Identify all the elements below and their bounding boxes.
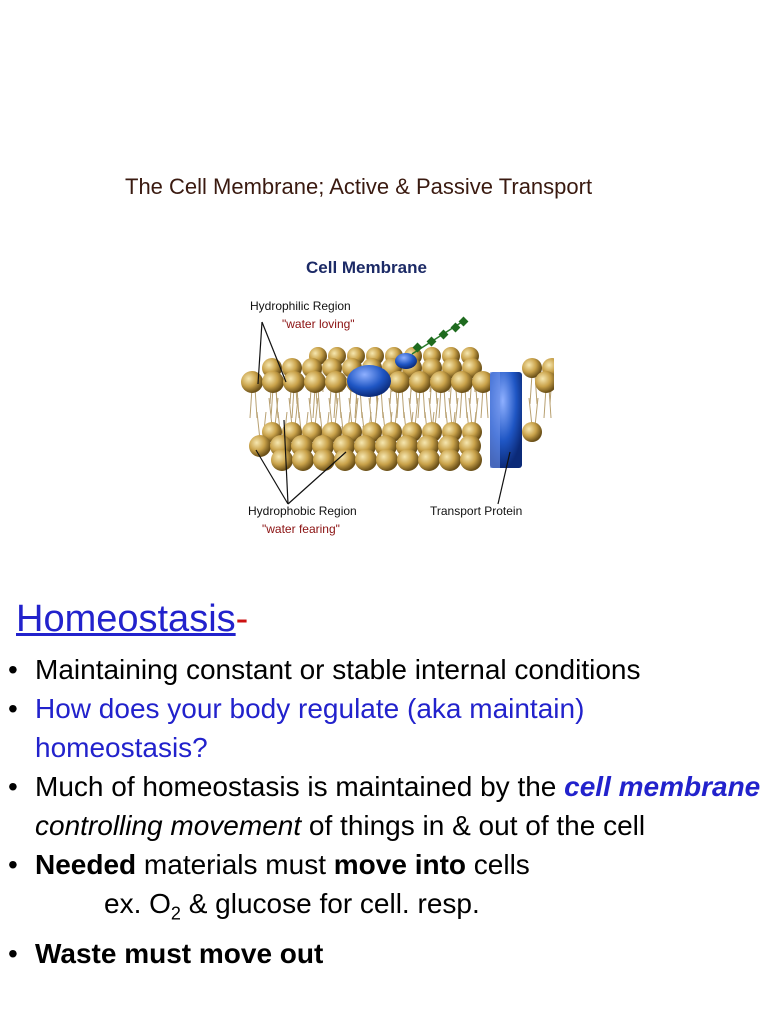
lipid-head [262, 371, 284, 393]
hydrophobic-label: Hydrophobic Region [248, 504, 357, 518]
carbohydrate-chain [412, 317, 468, 354]
lipid-head [241, 371, 263, 393]
bullet-list [4, 650, 764, 973]
lipid-tail [486, 388, 488, 418]
lipid-head [271, 449, 293, 471]
heading-word: Homeostasis [16, 598, 236, 640]
bullet-dot: • [8, 654, 18, 685]
bold-move-into: move into [333, 849, 466, 880]
bullet-dot: • [8, 937, 18, 969]
bullet-dot: • [8, 849, 18, 880]
globular-protein [347, 365, 391, 397]
bullet-dot: • [8, 693, 18, 724]
bullet-item [4, 845, 764, 884]
slide-title: The Cell Membrane; Active & Passive Transport [125, 174, 593, 199]
figure-title: Cell Membrane [306, 258, 427, 277]
bullet-item-partial [4, 934, 764, 973]
hydrophilic-sub: "water loving" [282, 317, 355, 331]
lipid-head [460, 449, 482, 471]
emphasis-cell-membrane: cell membrane [564, 771, 761, 802]
bullet-text: Waste must move out [35, 937, 324, 969]
lipid-head [325, 371, 347, 393]
bullet-text: Maintaining constant or stable internal conditions [35, 654, 641, 685]
lipid-head [304, 371, 326, 393]
bullet-text: Much of homeostasis is maintained by the [35, 771, 565, 802]
bullet-text: materials must [136, 849, 334, 880]
bullet-item [4, 767, 764, 845]
lipid-head [355, 449, 377, 471]
emphasis-controlling: controlling movement [35, 810, 302, 841]
surface-protein [395, 353, 417, 369]
lipid-head [388, 371, 410, 393]
lipid-head [409, 371, 431, 393]
bullet-text-end: cells [466, 849, 530, 880]
bullet-dot: • [8, 771, 18, 802]
bullet-text-end: of things in & out of the cell [301, 810, 646, 841]
lipid-head [439, 449, 461, 471]
bullet-item [4, 650, 764, 689]
hydrophobic-sub: "water fearing" [262, 522, 340, 536]
hydrophilic-label: Hydrophilic Region [250, 299, 351, 313]
bullet-item [4, 689, 764, 767]
lipid-head [522, 422, 542, 442]
lipid-head [430, 371, 452, 393]
bullet-text: How does your body regulate (aka maintain) homeostasis? [35, 693, 585, 763]
transport-protein-label: Transport Protein [430, 504, 523, 518]
bold-needed: Needed [35, 849, 137, 880]
example-text: ex. O [104, 888, 171, 919]
lipid-head [313, 449, 335, 471]
lipid-head [418, 449, 440, 471]
cell-membrane-figure [232, 248, 554, 548]
example-text-end: & glucose for cell. resp. [180, 888, 480, 919]
lipid-head [292, 449, 314, 471]
heading-dash: - [235, 598, 249, 640]
section-heading [16, 598, 248, 641]
lipid-head [451, 371, 473, 393]
lipid-head [283, 371, 305, 393]
lipid-tail [530, 374, 532, 404]
membrane-diagram [232, 248, 554, 548]
example-line [4, 884, 764, 934]
lipid-head [376, 449, 398, 471]
lipid-head [249, 435, 271, 457]
lipid-head [397, 449, 419, 471]
subscript-2: 2 [170, 903, 181, 924]
